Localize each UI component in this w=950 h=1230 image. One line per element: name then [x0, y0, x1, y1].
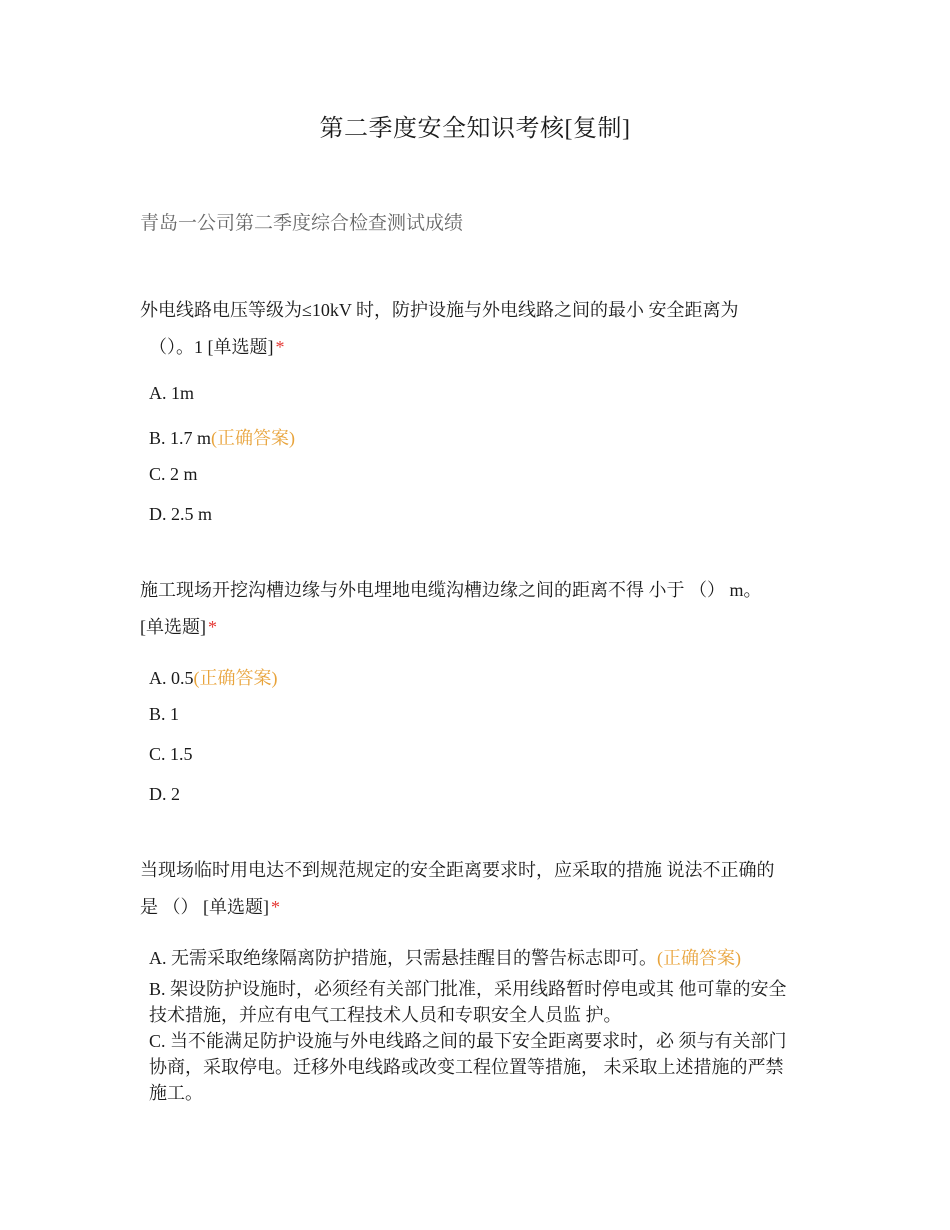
question-2-option-d[interactable] — [149, 784, 180, 805]
option-label: C. 2 m — [149, 464, 198, 484]
option-label: D. 2 — [149, 784, 180, 804]
question-3-text — [140, 852, 810, 926]
option-label: D. 2.5 m — [149, 504, 212, 524]
question-3-option-b[interactable] — [149, 976, 799, 1028]
option-label: A. 0.5 — [149, 668, 194, 688]
required-mark: * — [275, 337, 285, 357]
question-2-option-a[interactable] — [149, 664, 278, 690]
question-1-text-line2: （）。1 [单选题] — [149, 337, 274, 357]
correct-answer-tag: (正确答案) — [211, 428, 296, 448]
option-label: C. 当不能满足防护设施与外电线路之间的最下安全距离要求时，必 须与有关部门协商，采取停电。迁移外电线路或改变工程位置等措施， 未采取上述措施的严禁施工。 — [149, 1031, 787, 1103]
question-1-text-line1: 外电线路电压等级为≤10kV 时，防护设施与外电线路之间的最小 安全距离为 — [140, 300, 739, 320]
question-1-option-c[interactable] — [149, 464, 198, 485]
question-1-option-b[interactable] — [149, 424, 295, 450]
question-2-text-line2-row — [140, 609, 810, 646]
option-label: A. 1m — [149, 383, 194, 403]
required-mark: * — [208, 617, 217, 637]
page-title: 第二季度安全知识考核[复制] — [319, 116, 631, 142]
question-1 — [140, 292, 810, 524]
question-2-option-b[interactable] — [149, 704, 179, 725]
question-3-option-a[interactable] — [149, 944, 741, 970]
option-label: B. 架设防护设施时，必须经有关部门批准，采用线路暂时停电或其 他可靠的安全技术措施，并应有电气工程技术人员和专职安全人员监 护。 — [149, 979, 787, 1025]
question-2-text — [140, 572, 810, 646]
option-label: B. 1.7 m — [149, 428, 212, 448]
question-3 — [140, 852, 810, 1103]
question-1-option-d[interactable] — [149, 504, 212, 525]
question-2-option-c[interactable] — [149, 744, 193, 765]
question-3-option-c[interactable] — [149, 1028, 799, 1106]
option-label: A. 无需采取绝缘隔离防护措施，只需悬挂醒目的警告标志即可。 — [149, 948, 657, 968]
page-subtitle: 青岛一公司第二季度综合检查测试成绩 — [140, 213, 464, 234]
question-2-text-line1: 施工现场开挖沟槽边缘与外电埋地电缆沟槽边缘之间的距离不得 小于 （） m。 — [140, 580, 762, 600]
question-2 — [140, 572, 810, 804]
correct-answer-tag: (正确答案) — [193, 668, 278, 688]
option-label: C. 1.5 — [149, 744, 193, 764]
question-1-text — [140, 292, 810, 366]
question-2-text-line2: [单选题] — [140, 617, 206, 637]
question-1-option-a[interactable] — [149, 383, 194, 404]
question-1-text-line2-row — [140, 329, 810, 366]
question-3-text-line2: 是 （） [单选题] — [140, 897, 269, 917]
required-mark: * — [271, 897, 280, 917]
question-3-text-line2-row — [140, 889, 810, 926]
correct-answer-tag: (正确答案) — [657, 948, 741, 968]
option-label: B. 1 — [149, 704, 180, 724]
question-3-text-line1: 当现场临时用电达不到规范规定的安全距离要求时，应采取的措施 说法不正确的 — [140, 860, 775, 880]
